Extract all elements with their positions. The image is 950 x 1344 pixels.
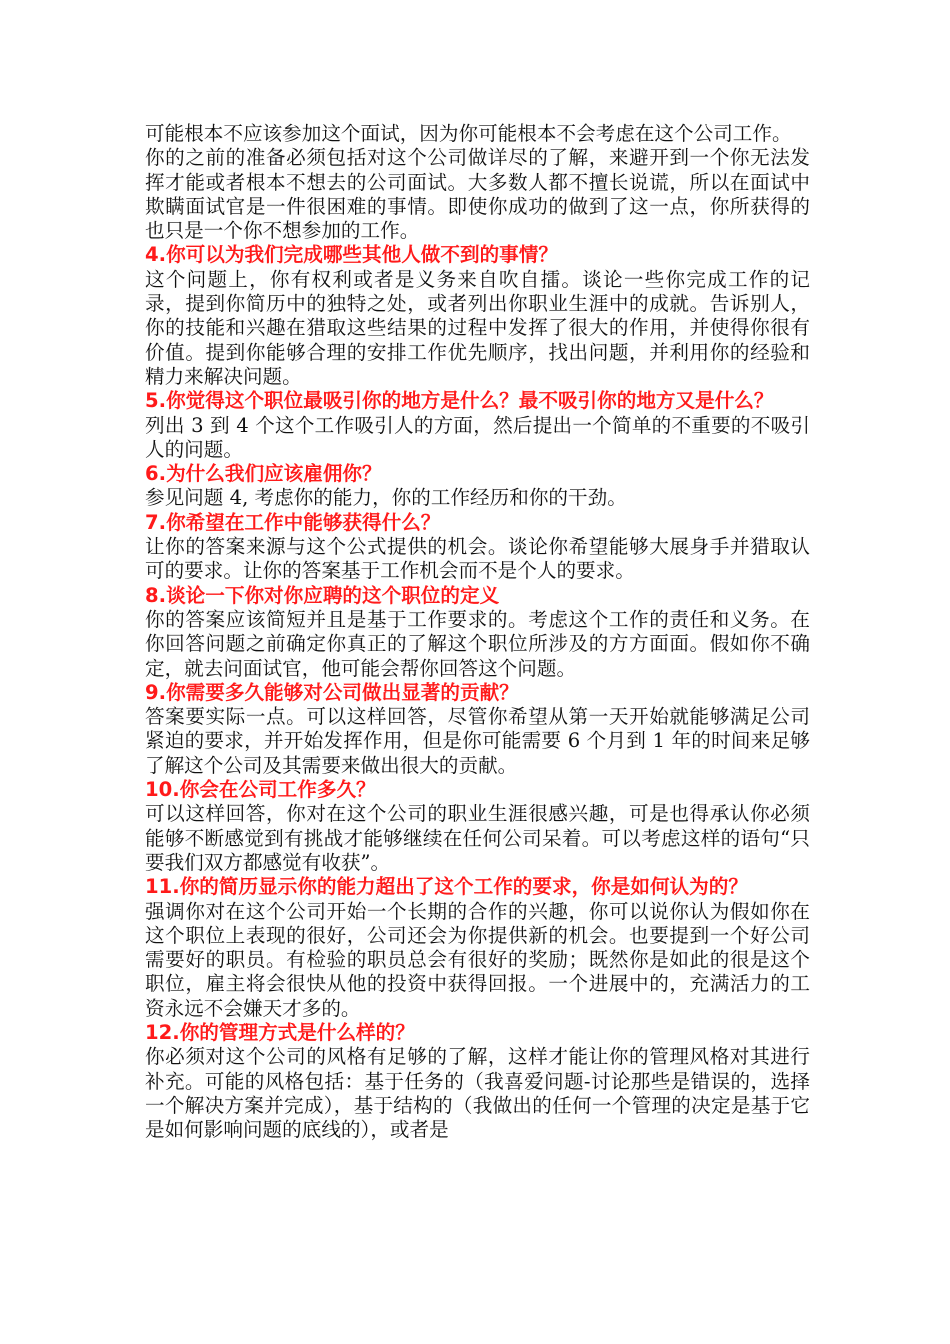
question-heading: 8.谈论一下你对你应聘的这个职位的定义 bbox=[145, 583, 500, 607]
paragraph: 你的之前的准备必须包括对这个公司做详尽的了解，来避开到一个你无法发挥才能或者根本不想去的公司面试。大多数人都不擅长说谎，所以在面试中欺瞒面试官是一件很困难的事情。即使你成功的做到了这一点，你所获得的也只是一个你不想参加的工作。 bbox=[145, 146, 810, 243]
paragraph: 这个问题上，你有权利或者是义务来自吹自擂。谈论一些你完成工作的记录，提到你简历中的独特之处，或者列出你职业生涯中的成就。告诉别人，你的技能和兴趣在猎取这些结果的过程中发挥了很大的作用，并使得你很有价值。提到你能够合理的安排工作优先顺序，找出问题，并利用你的经验和精力来解决问题。 bbox=[145, 267, 810, 388]
paragraph: 让你的答案来源与这个公式提供的机会。谈论你希望能够大展身手并猎取认可的要求。让你的答案基于工作机会而不是个人的要求。 bbox=[145, 535, 810, 583]
paragraph: 你必须对这个公司的风格有足够的了解，这样才能让你的管理风格对其进行补充。可能的风格包括：基于任务的（我喜爱问题-讨论那些是错误的，选择一个解决方案并完成），基于结构的（我做出的任何一个管理的决定是基于它是如何影响问题的底线的），或者是 bbox=[145, 1045, 810, 1142]
question-heading: 11.你的简历显示你的能力超出了这个工作的要求，你是如何认为的？ bbox=[145, 875, 748, 899]
paragraph: 参见问题 4, 考虑你的能力，你的工作经历和你的干劲。 bbox=[145, 486, 627, 510]
question-heading: 4.你可以为我们完成哪些其他人做不到的事情？ bbox=[145, 243, 558, 267]
paragraph: 可以这样回答，你对在这个公司的职业生涯很感兴趣，可是也得承认你必须能够不断感觉到有挑战才能够继续在任何公司呆着。可以考虑这样的语句“只要我们双方都感觉有收获”。 bbox=[145, 802, 810, 874]
paragraph: 你的答案应该简短并且是基于工作要求的。考虑这个工作的责任和义务。在你回答问题之前确定你真正的了解这个职位所涉及的方方面面。假如你不确定，就去问面试官，他可能会帮你回答这个问题。 bbox=[145, 607, 810, 680]
paragraph: 答案要实际一点。可以这样回答，尽管你希望从第一天开始就能够满足公司紧迫的要求，并开始发挥作用，但是你可能需要 6 个月到 1 年的时间来足够了解这个公司及其需要来做出很大的贡献。 bbox=[145, 705, 810, 777]
question-heading: 9.你需要多久能够对公司做出显著的贡献？ bbox=[145, 680, 519, 704]
question-heading: 12.你的管理方式是什么样的？ bbox=[145, 1020, 415, 1044]
document-body bbox=[145, 122, 810, 1142]
question-heading: 7.你希望在工作中能够获得什么？ bbox=[145, 510, 441, 534]
paragraph: 列出 3 到 4 个这个工作吸引人的方面，然后提出一个简单的不重要的不吸引人的问题。 bbox=[145, 413, 810, 461]
question-heading: 6.为什么我们应该雇佣你？ bbox=[145, 462, 382, 486]
paragraph: 可能根本不应该参加这个面试，因为你可能根本不会考虑在这个公司工作。 bbox=[145, 122, 792, 145]
paragraph: 强调你对在这个公司开始一个长期的合作的兴趣，你可以说你认为假如你在这个职位上表现的很好，公司还会为你提供新的机会。也要提到一个好公司需要好的职员。有检验的职员总会有很好的奖励；既然你是如此的很是这个职位，雇主将会很快从他的投资中获得回报。一个进展中的，充满活力的工资永远不会嫌天才多的。 bbox=[145, 899, 810, 1020]
question-heading: 10.你会在公司工作多久？ bbox=[145, 778, 376, 802]
question-heading: 5.你觉得这个职位最吸引你的地方是什么？最不吸引你的地方又是什么？ bbox=[145, 389, 774, 413]
